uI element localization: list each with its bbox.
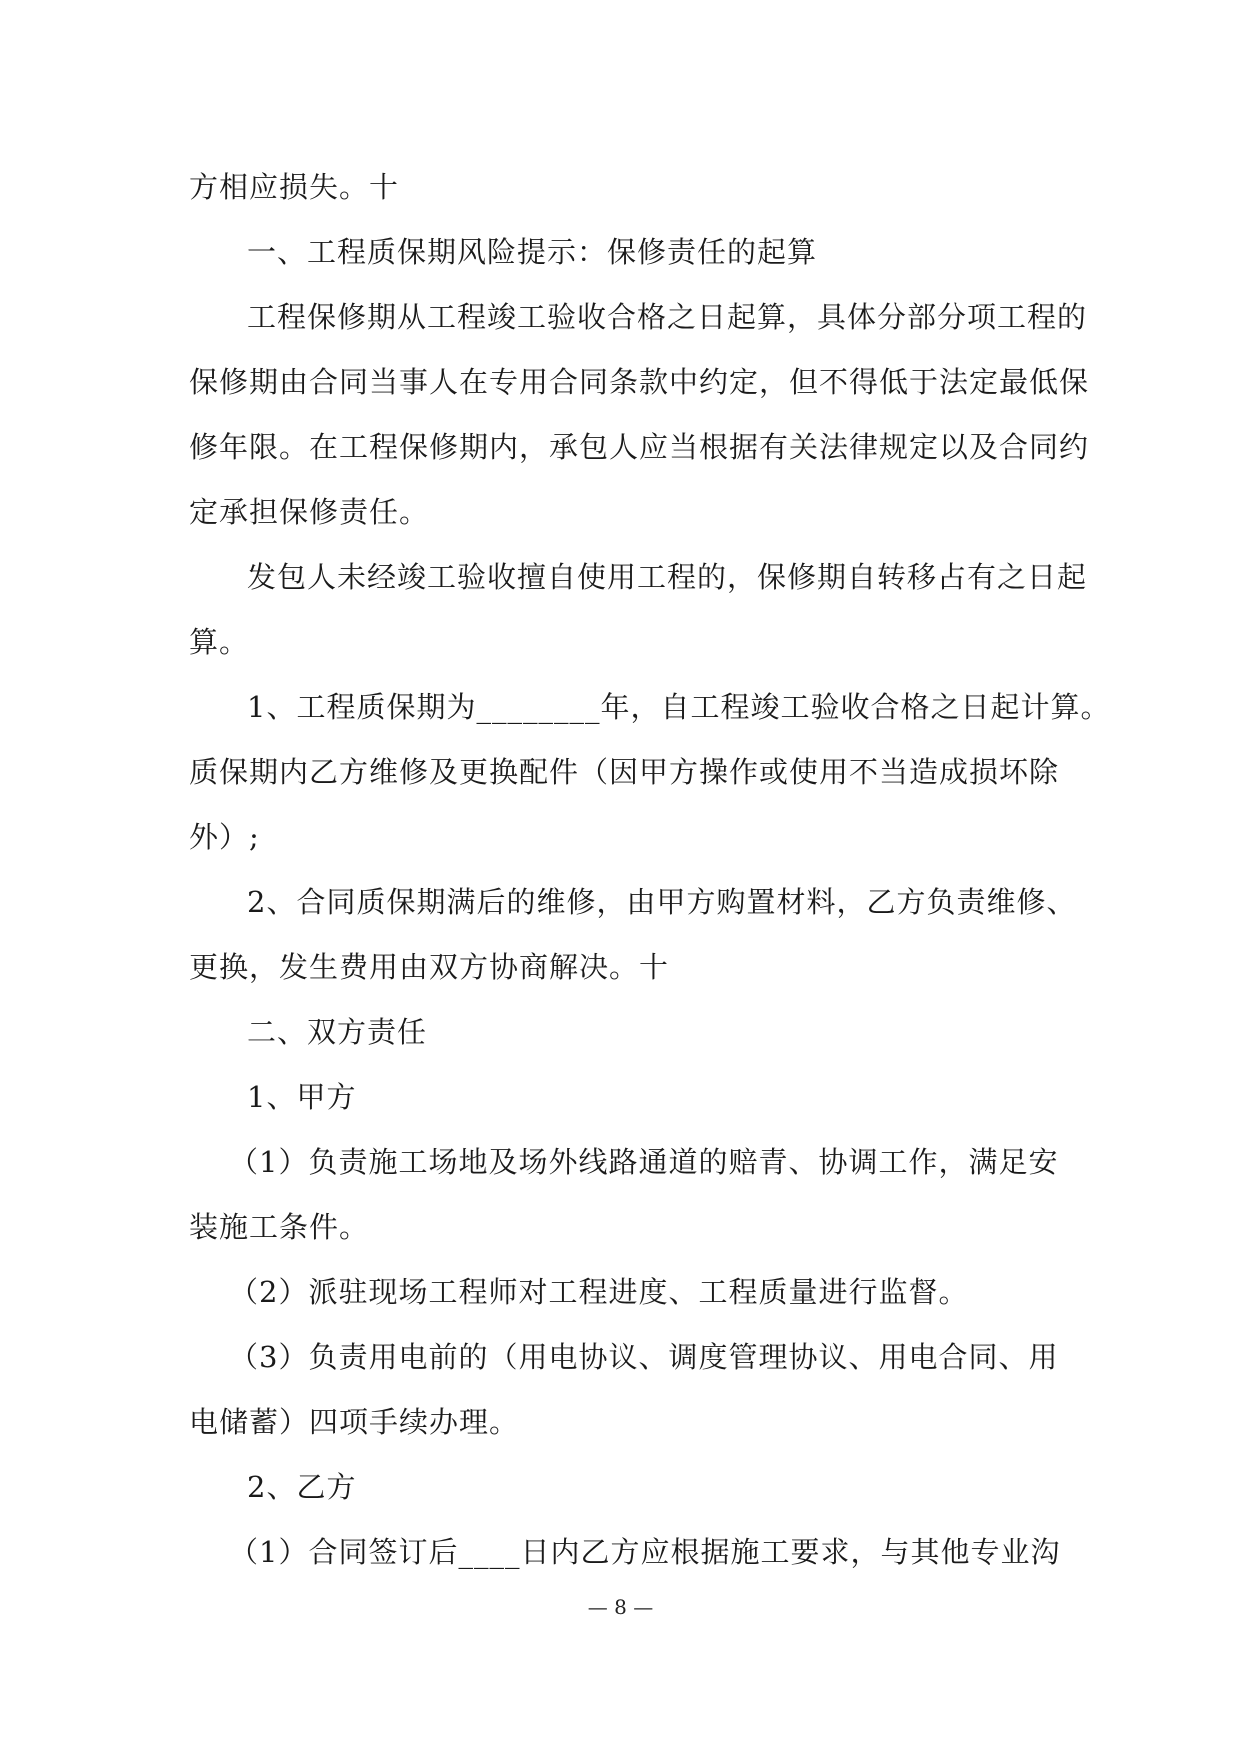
text-line: 二、双方责任 (247, 1015, 428, 1049)
text-line: 算。 (189, 625, 250, 659)
text-line: 2、合同质保期满后的维修，由甲方购置材料，乙方负责维修、 (247, 885, 1077, 919)
text-line: 保修期由合同当事人在专用合同条款中约定，但不得低于法定最低保 (189, 365, 1090, 399)
text-line: 修年限。在工程保修期内，承包人应当根据有关法律规定以及合同约 (189, 430, 1090, 464)
text-line: 定承担保修责任。 (189, 495, 430, 529)
text-line: 外）; (189, 820, 260, 854)
text-line: （1）负责施工场地及场外线路通道的赔青、协调工作，满足安 (229, 1145, 1059, 1179)
text-line: 质保期内乙方维修及更换配件（因甲方操作或使用不当造成损坏除 (189, 755, 1060, 789)
text-line: 一、工程质保期风险提示：保修责任的起算 (247, 235, 818, 269)
text-line: 发包人未经竣工验收擅自使用工程的，保修期自转移占有之日起 (247, 560, 1088, 594)
text-line: 1、工程质保期为________年，自工程竣工验收合格之日起计算。 (247, 690, 1111, 724)
text-line: 1、甲方 (247, 1080, 357, 1114)
page-number: — 8 — (587, 1595, 654, 1619)
text-line: （1）合同签订后____日内乙方应根据施工要求，与其他专业沟 (229, 1535, 1061, 1569)
text-line: （2）派驻现场工程师对工程进度、工程质量进行监督。 (229, 1275, 969, 1309)
text-line: 2、乙方 (247, 1470, 357, 1504)
text-line: 工程保修期从工程竣工验收合格之日起算，具体分部分项工程的 (247, 300, 1088, 334)
text-line: 装施工条件。 (189, 1210, 370, 1244)
text-line: 更换，发生费用由双方协商解决。十 (189, 950, 670, 984)
text-line: 方相应损失。十 (189, 170, 400, 204)
text-line: 电储蓄）四项手续办理。 (189, 1405, 520, 1439)
body-text (189, 155, 1111, 1585)
text-line: （3）负责用电前的（用电协议、调度管理协议、用电合同、用 (229, 1340, 1059, 1374)
